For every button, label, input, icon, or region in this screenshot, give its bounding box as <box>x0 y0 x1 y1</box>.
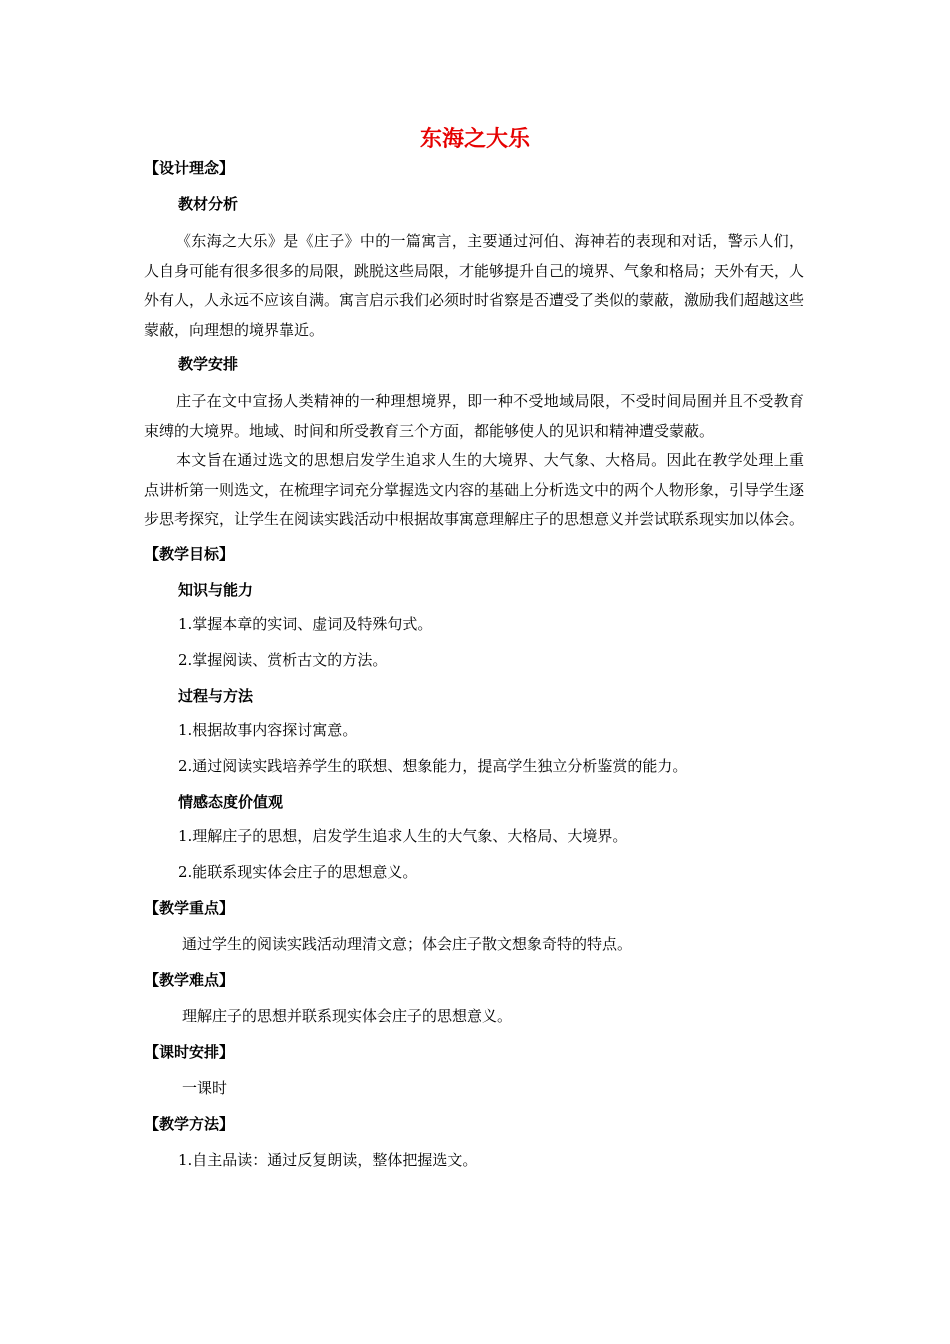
paragraph-arrangement-2: 本文旨在通过选文的思想启发学生追求人生的大境界、大气象、大格局。因此在教学处理上重点讲析第一则选文，在梳理字词充分掌握选文内容的基础上分析选文中的两个人物形象，引导学生逐步思考探究，让学生在阅读实践活动中根据故事寓意理解庄子的思想意义并尝试联系现实加以体会。 <box>144 451 805 528</box>
list-item: 2.通过阅读实践培养学生的联想、想象能力，提高学生独立分析鉴赏的能力。 <box>178 756 688 775</box>
list-item: 1.自主品读：通过反复朗读，整体把握选文。 <box>178 1150 478 1169</box>
section-heading-schedule: 【课时安排】 <box>144 1042 235 1061</box>
paragraph-material-analysis: 《东海之大乐》是《庄子》中的一篇寓言，主要通过河伯、海神若的表现和对话，警示人们，人自身可能有很多很多的局限，跳脱这些局限，才能够提升自己的境界、气象和格局；天外有天，人外有人，人永远不应该自满。寓言启示我们必须时时省察是否遭受了类似的蒙蔽，激励我们超越这些蒙蔽，向理想的境界靠近。 <box>144 232 805 339</box>
difficulty-text: 理解庄子的思想并联系现实体会庄子的思想意义。 <box>182 1006 513 1025</box>
subheading-process: 过程与方法 <box>178 686 254 705</box>
section-heading-key: 【教学重点】 <box>144 898 235 917</box>
subheading-teaching-arrangement: 教学安排 <box>178 355 239 373</box>
schedule-text: 一课时 <box>182 1078 228 1097</box>
section-heading-difficulty: 【教学难点】 <box>144 970 235 989</box>
list-item: 1.掌握本章的实词、虚词及特殊句式。 <box>178 614 433 633</box>
subheading-emotion: 情感态度价值观 <box>178 792 284 811</box>
list-item: 2.能联系现实体会庄子的思想意义。 <box>178 862 418 881</box>
document-title: 东海之大乐 <box>419 127 530 152</box>
list-item: 1.理解庄子的思想，启发学生追求人生的大气象、大格局、大境界。 <box>178 826 628 845</box>
document-body <box>144 157 804 1185</box>
key-point-text: 通过学生的阅读实践活动理清文意；体会庄子散文想象奇特的特点。 <box>182 934 633 953</box>
section-heading-methods: 【教学方法】 <box>144 1114 235 1133</box>
subheading-material-analysis: 教材分析 <box>178 195 239 213</box>
list-item: 1.根据故事内容探讨寓意。 <box>178 720 358 739</box>
subheading-knowledge: 知识与能力 <box>178 580 254 599</box>
section-heading-goals: 【教学目标】 <box>144 544 235 563</box>
list-item: 2.掌握阅读、赏析古文的方法。 <box>178 650 388 669</box>
section-heading-design: 【设计理念】 <box>144 159 235 177</box>
paragraph-arrangement-1: 庄子在文中宣扬人类精神的一种理想境界，即一种不受地域局限，不受时间局囿并且不受教育束缚的大境界。地域、时间和所受教育三个方面，都能够使人的见识和精神遭受蒙蔽。 <box>144 392 804 440</box>
